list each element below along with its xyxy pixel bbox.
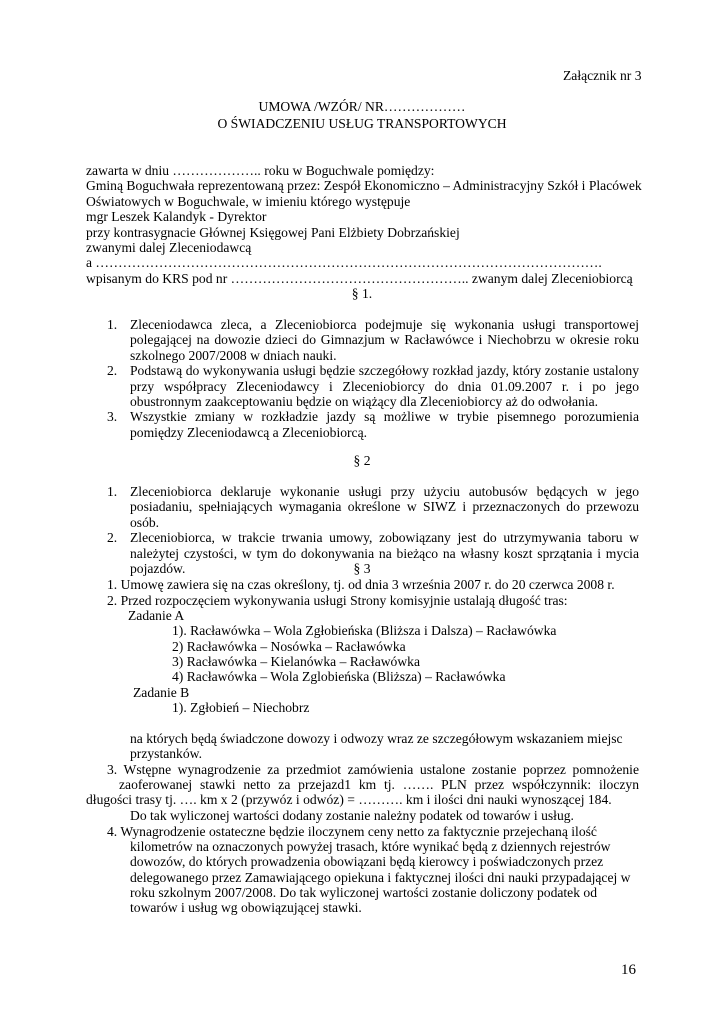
list-number: 1. [107,484,118,499]
intro-line: zawarta w dniu ……………….. roku w Boguchwale pomiędzy: [86,163,435,178]
section-3-item-4-line: delegowanego przez Zamawiającego opiekuna i faktycznej ilości dni nauki przypadającej w [130,870,631,885]
section-2-heading: § 2 [353,453,371,468]
list-text: Podstawą do wykonywania usługi będzie szczegółowy rozkład jazdy, który zostanie ustalony przy współpracy Zleceniodawcy i Zleceniobiorcy do dnia 01.09.2007 r. i po jego obustronnym zaakceptowaniu będzie on wiążący dla Zleceniobiorcy aż do odwołania. [130,363,639,410]
list-text: Zleceniobiorca deklaruje wykonanie usługi przy użyciu autobusów będących w jego posiadaniu, spełniających wymagania określone w SIWZ i przeznaczonych do przewozu osób. [130,484,639,530]
intro-line: zwanymi dalej Zleceniodawcą [86,240,252,256]
routes-note-line: na których będą świadczone dowozy i odwozy wraz ze szczegółowym wskazaniem miejsc [130,731,623,746]
intro-line: Oświatowych w Boguchwale, w imieniu którego występuje [86,193,411,209]
intro-line: Gminą Boguchwała reprezentowaną przez: Zespół Ekonomiczno – Administracyjny Szkół i Placówek [86,178,642,194]
intro-line: przy kontrasygnacie Głównej Księgowej Pani Elżbiety Dobrzańskiej [86,224,460,240]
section-3-item-4-line: towarów i usług wg obowiązującej stawki. [130,900,362,915]
list-number: 1. [107,317,118,332]
section-1-heading: § 1. [351,286,373,301]
section-3-item-2: 2. Przed rozpoczęciem wykonywania usługi Strony komisyjnie ustalają długość tras: [107,593,568,608]
section-3-item-4-line: dowozów, do których prowadzenia obowiązani będą kierowcy i poświadczonych przez [130,854,604,869]
list-item [107,363,639,409]
list-item [107,317,639,363]
contract-subtitle: O ŚWIADCZENIU USŁUG TRANSPORTOWYCH [217,116,507,131]
section-3-item-3-line: Do tak wyliczonej wartości dodany zostanie należny podatek od towarów i usług. [130,808,574,823]
intro-line: mgr Leszek Kalandyk - Dyrektor [86,209,267,225]
route-item: 3) Racławówka – Kielanówka – Racławówka [172,654,420,669]
section-1-list [107,317,639,440]
route-item: 4) Racławówka – Wola Zglobieńska (Bliższa) – Racławówka [172,669,506,684]
section-3-item-3-line: długości trasy tj. …. km x 2 (przywóz i odwóz) = ………. km i ilości dni nauki wynoszącej 184. [86,792,612,807]
list-text: Wszystkie zmiany w rozkładzie jazdy są możliwe w trybie pisemnego porozumienia pomiędzy Zleceniodawcą a Zleceniobiorcą. [130,409,639,440]
section-3-item-4-line: roku szkolnym 2007/2008. Do tak wyliczonej wartości zostanie doliczony podatek od [130,885,597,900]
task-b-label: Zadanie B [133,685,190,700]
list-text: Zleceniodawca zleca, a Zleceniobiorca podejmuje się wykonania usługi transportowej polegającej na dowozie dzieci do Gimnazjum w Racławówce i Niechobrzu w okresie roku szkolnego 2007/2008 w dniach nauki. [130,317,639,363]
intro-line: wpisanym do KRS pod nr …………………………………………….. zwanym dalej Zleceniobiorcą [86,270,633,286]
task-a-label: Zadanie A [128,608,185,623]
routes-note-line: przystanków. [130,746,202,761]
section-3-heading: § 3 [353,561,371,576]
section-3-item-1: 1. Umowę zawiera się na czas określony, tj. od dnia 3 września 2007 r. do 20 czerwca 2008 r. [107,577,615,592]
route-item: 1). Racławówka – Wola Zgłobieńska (Bliższa i Dalsza) – Racławówka [172,623,557,638]
intro-line: a …………………………………………………………………………………………………. [86,255,602,271]
route-item: 2) Racławówka – Nosówka – Racławówka [172,639,406,654]
list-item [107,409,639,440]
page-number: 16 [621,962,636,978]
annex-label: Załącznik nr 3 [563,68,642,83]
list-number: 2. [107,363,118,379]
list-number: 3. [107,409,118,425]
section-3-item-4-line: 4. Wynagrodzenie ostateczne będzie iloczynem ceny netto za faktycznie przejechaną ilość [107,824,597,839]
contract-parties [86,163,646,286]
list-item [107,484,639,530]
section-3-item-4-line: kilometrów na oznaczonych powyżej trasach, które wynikać będą z dziennych rejestrów [130,839,611,854]
list-number: 2. [107,530,118,546]
route-item: 1). Zgłobień – Niechobrz [172,700,310,715]
section-3-item-3-line: 3. Wstępne wynagrodzenie za przedmiot zamówienia ustalone zostanie poprzez pomnożenie [107,762,639,777]
contract-title: UMOWA /WZÓR/ NR……………… [258,99,466,114]
list-text: Zleceniobiorca, w trakcie trwania umowy, zobowiązany jest do utrzymywania taboru w należytej czystości, w tym do dokonywania na bieżąco na własny koszt sprzątania i mycia pojazdów. [130,530,639,577]
section-3-item-3-line: zaoferowanej stawki netto za przejazd1 km tj. ……. PLN przez współczynnik: iloczyn [119,777,639,792]
